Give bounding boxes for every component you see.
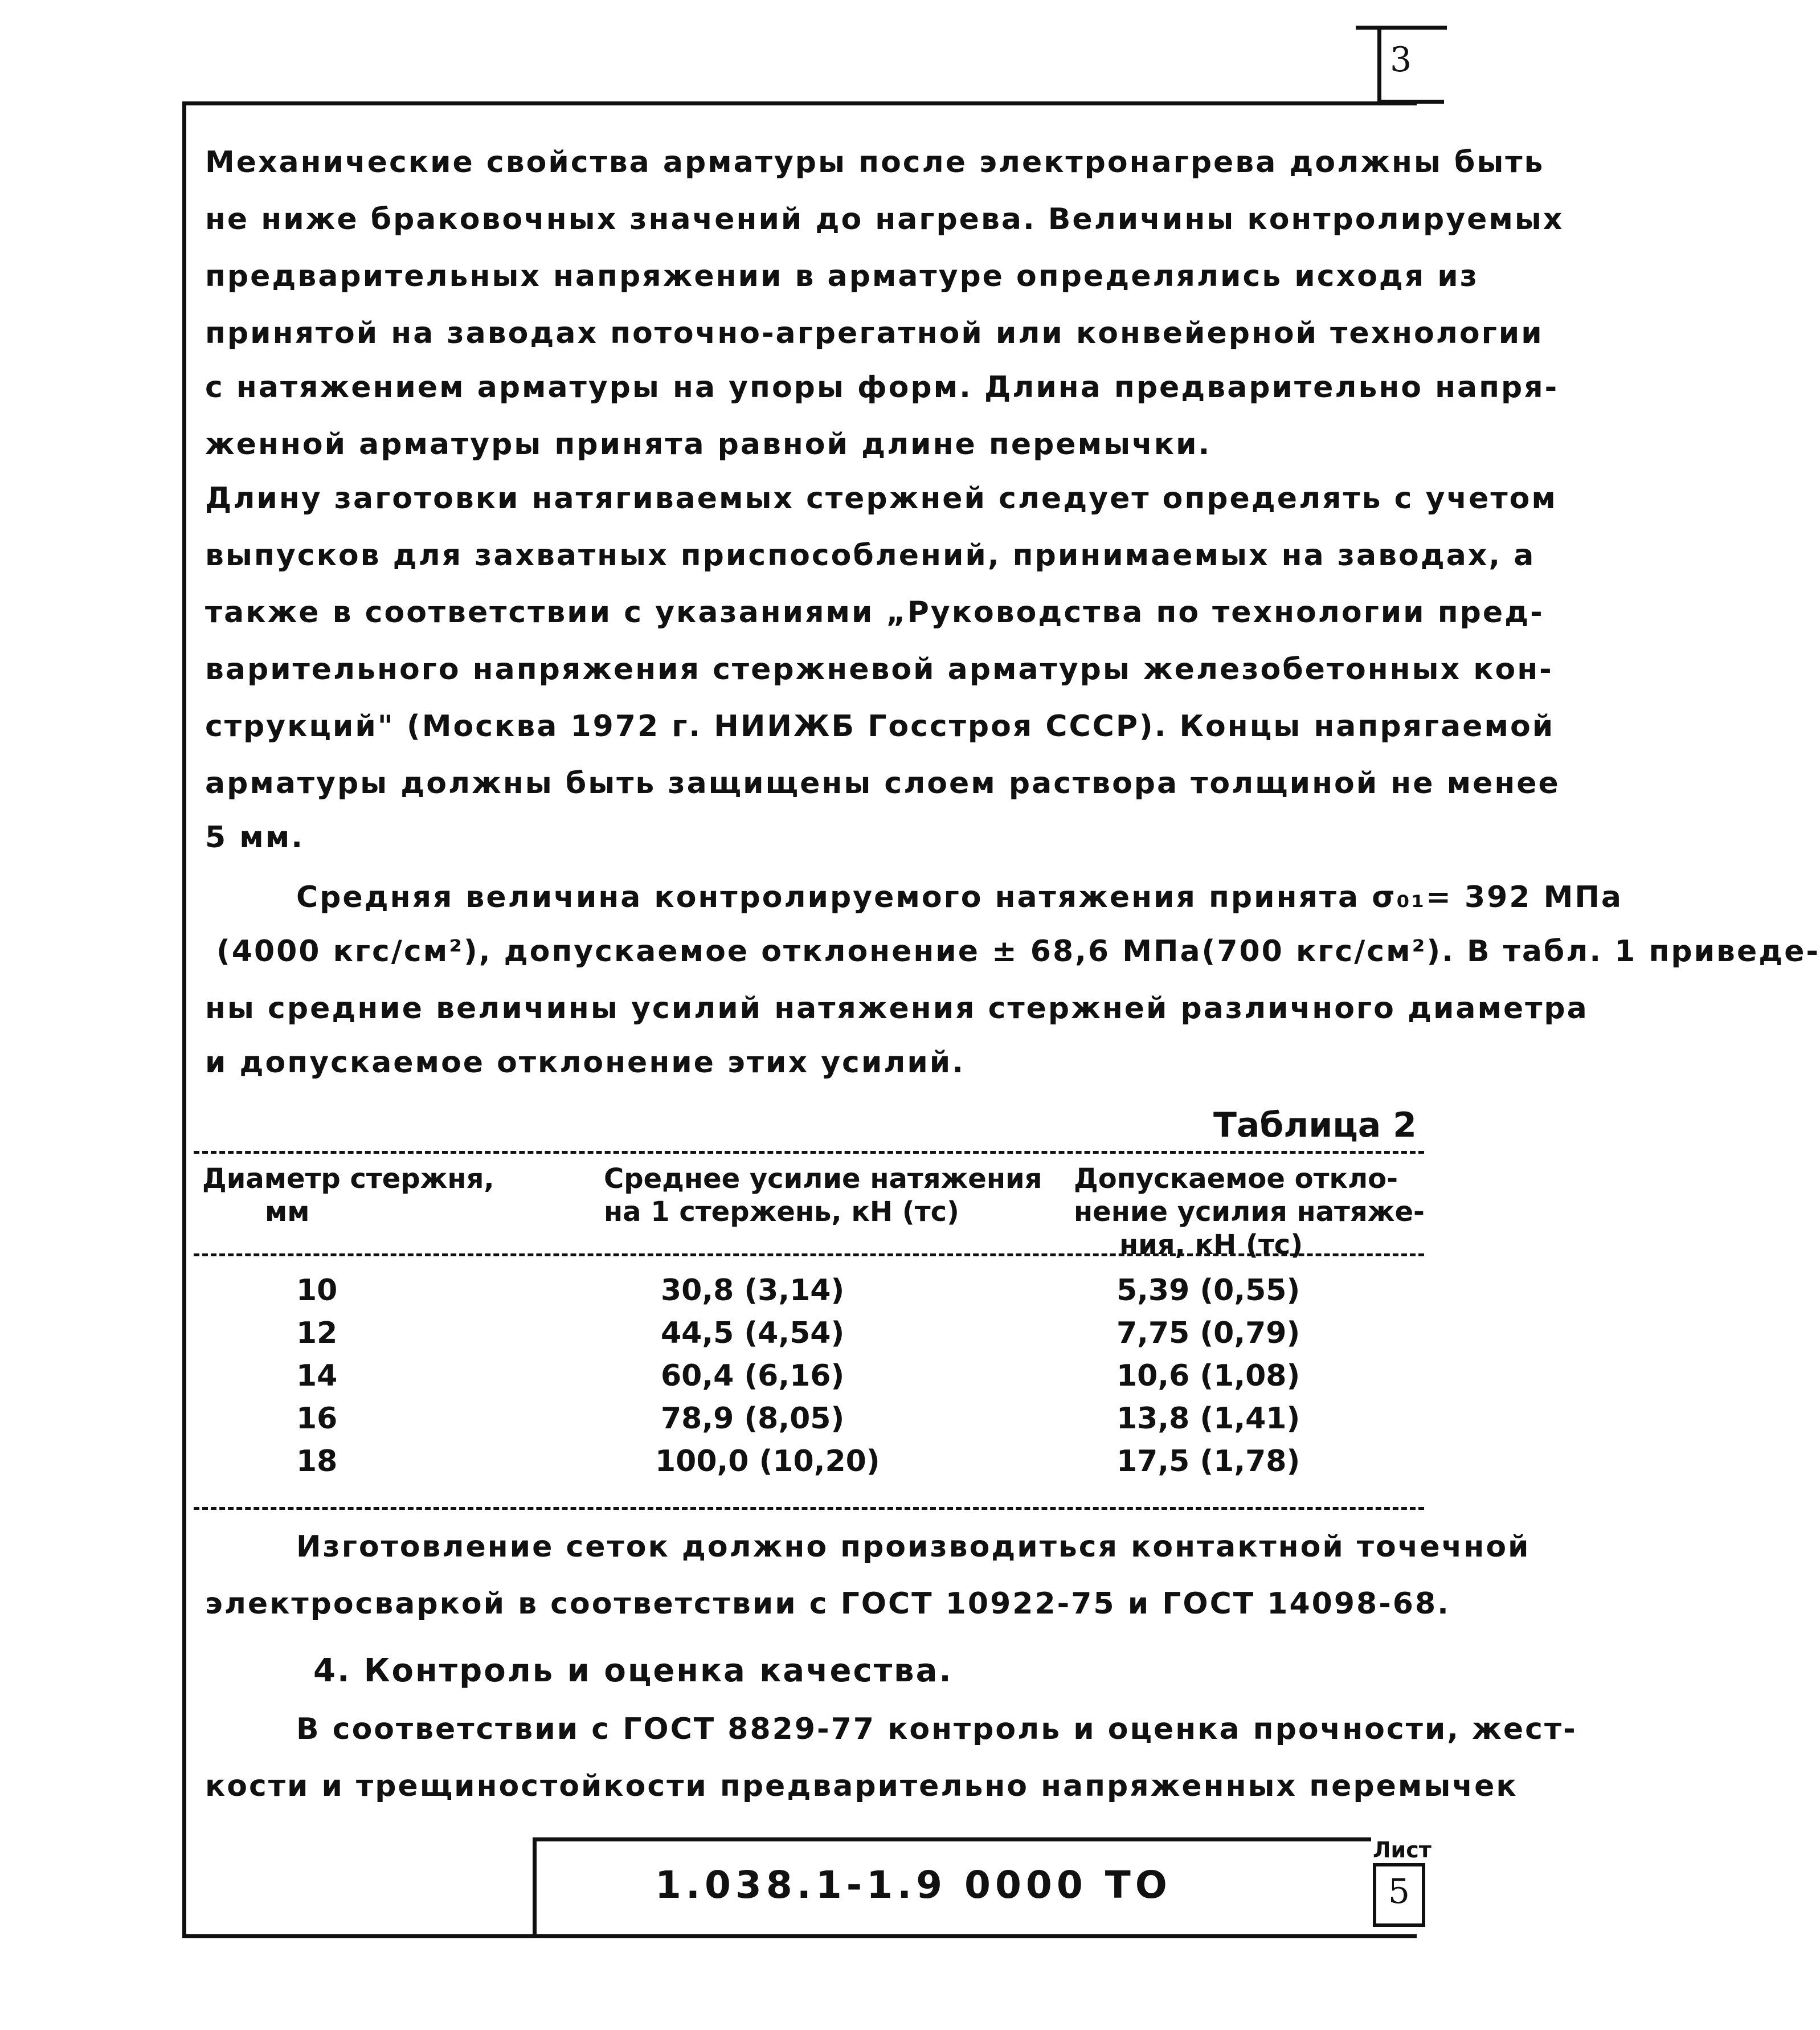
cell-diameter: 16 [296, 1402, 338, 1436]
cell-force: 44,5 (4,54) [661, 1316, 845, 1350]
body-line: 5 мм. [205, 820, 305, 855]
sheet-label: Лист [1373, 1837, 1432, 1862]
table-title: Таблица 2 [1213, 1105, 1417, 1145]
para-line: и допускаемое отклонение этих усилий. [205, 1045, 965, 1080]
para-line: Средняя величина контролируемого натяжения принята σ₀₁= 392 МПа [296, 880, 1623, 914]
cell-tolerance: 17,5 (1,78) [1116, 1444, 1300, 1478]
body-line: с натяжением арматуры на упоры форм. Длина предварительно напря- [205, 370, 1559, 405]
cell-tolerance: 10,6 (1,08) [1116, 1359, 1300, 1393]
body-line: предварительных напряжении в арматуре определялись исходя из [205, 259, 1479, 293]
cell-force: 60,4 (6,16) [661, 1359, 845, 1393]
table-bottom-rule [194, 1507, 1424, 1510]
body-line: принятой на заводах поточно-агрегатной или конвейерной технологии [205, 316, 1544, 350]
cell-tolerance: 13,8 (1,41) [1116, 1402, 1300, 1436]
top-sheet-mark: 3 [1390, 40, 1412, 80]
document-code: 1.038.1-1.9 0000 ТО [655, 1863, 1172, 1907]
table-header-force: Среднее усилие натяжения на 1 стержень, кН (тс) [604, 1163, 1042, 1228]
body-line: варительного напряжения стержневой арматуры железобетонных кон- [205, 652, 1553, 687]
table-header-rule [194, 1253, 1424, 1256]
cell-tolerance: 7,75 (0,79) [1116, 1316, 1300, 1350]
section-heading: 4. Контроль и оценка качества. [313, 1652, 953, 1689]
body-line: арматуры должны быть защищены слоем раствора толщиной не менее [205, 766, 1560, 800]
body-line: струкций" (Москва 1972 г. НИИЖБ Госстроя СССР). Концы напрягаемой [205, 709, 1555, 744]
para-line: Изготовление сеток должно производиться контактной точечной [296, 1530, 1531, 1564]
cell-force: 30,8 (3,14) [661, 1273, 845, 1308]
para-line: (4000 кгс/см²), допускаемое отклонение ± 68,6 МПа(700 кгс/см²). В табл. 1 приведе- [216, 934, 1820, 969]
cell-diameter: 18 [296, 1444, 338, 1478]
para-line: электросваркой в соответствии с ГОСТ 10922-75 и ГОСТ 14098-68. [205, 1587, 1450, 1621]
body-line: Механические свойства арматуры после электронагрева должны быть [205, 145, 1545, 179]
body-line: выпусков для захватных приспособлений, принимаемых на заводах, а [205, 538, 1536, 573]
sheet-number: 5 [1388, 1872, 1410, 1911]
table-header-tolerance: Допускаемое откло- нение усилия натяже- ния, кН (тс) [1074, 1163, 1425, 1261]
body-line: Длину заготовки натягиваемых стержней следует определять с учетом [205, 481, 1557, 516]
cell-diameter: 10 [296, 1273, 338, 1308]
body-line: женной арматуры принята равной длине перемычки. [205, 427, 1212, 461]
table-header-diameter: Диаметр стержня, мм [202, 1163, 494, 1228]
cell-tolerance: 5,39 (0,55) [1116, 1273, 1300, 1308]
table-top-rule [194, 1151, 1424, 1154]
cell-force: 78,9 (8,05) [661, 1402, 845, 1436]
para-line: ны средние величины усилий натяжения стержней различного диаметра [205, 991, 1589, 1026]
bottom-rule [188, 1934, 627, 1938]
cell-diameter: 14 [296, 1359, 338, 1393]
body-line: также в соответствии с указаниями „Руководства по технологии пред- [205, 595, 1544, 630]
body-line: не ниже браковочных значений до нагрева. Величины контролируемых [205, 202, 1564, 236]
cell-diameter: 12 [296, 1316, 338, 1350]
para-line: В соответствии с ГОСТ 8829-77 контроль и оценка прочности, жест- [296, 1712, 1577, 1746]
cell-force: 100,0 (10,20) [655, 1444, 880, 1478]
para-line: кости и трещиностойкости предварительно напряженных перемычек [205, 1769, 1518, 1803]
